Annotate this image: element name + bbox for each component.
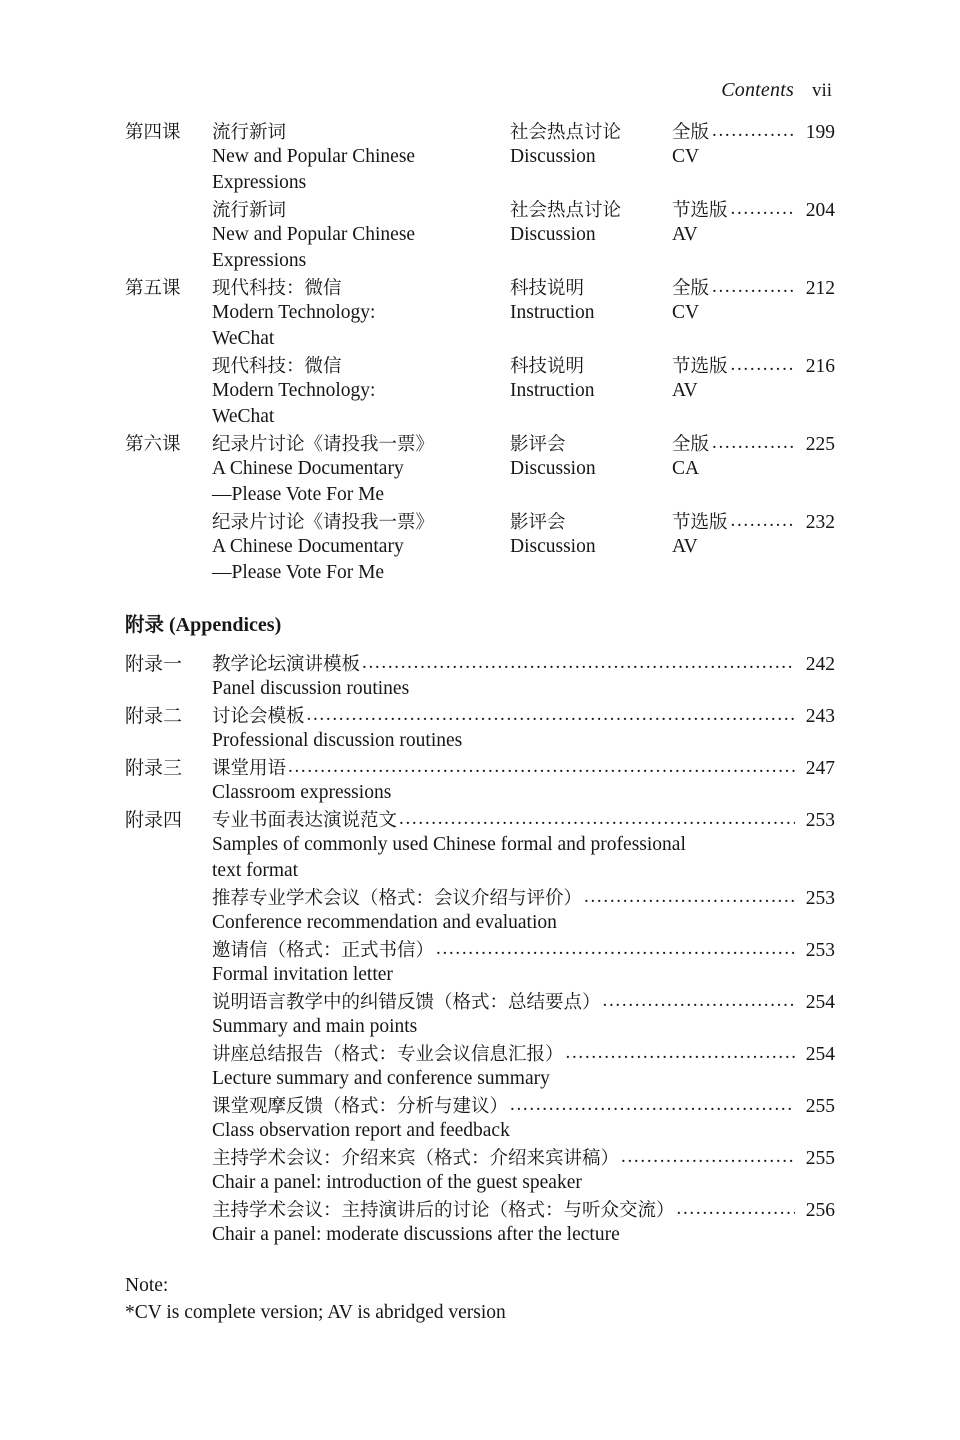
dot-leader <box>731 196 795 216</box>
appendix-page-number: 255 <box>805 1147 835 1169</box>
lesson-version-code: CV <box>672 146 700 167</box>
lesson-row <box>125 274 835 352</box>
lesson-row-secondary-line <box>125 534 835 560</box>
appendix-child-line <box>125 1092 835 1118</box>
lesson-title-en-cont: —Please Vote For Me <box>212 484 385 505</box>
lesson-type-en: Instruction <box>510 380 595 401</box>
appendix-page-number: 253 <box>805 887 835 909</box>
appendix-child-line <box>125 1144 835 1170</box>
lesson-version-code-cell <box>672 378 835 404</box>
lesson-version-zh: 全版 <box>672 277 710 299</box>
appendix-number-label: 附录四 <box>125 808 183 831</box>
appendix-title-zh: 主持学术会议：主持演讲后的讨论（格式：与听众交流） <box>212 1199 675 1221</box>
lesson-row <box>125 196 835 274</box>
lesson-version-code: AV <box>672 224 698 245</box>
lesson-row-primary-line <box>125 352 835 378</box>
appendix-child-line <box>125 1040 835 1066</box>
lesson-title-zh: 纪录片讨论《请投我一票》 <box>212 511 435 533</box>
lesson-title-zh: 纪录片讨论《请投我一票》 <box>212 433 435 455</box>
lesson-title-en: A Chinese Documentary <box>212 536 404 557</box>
appendices-heading <box>125 612 281 638</box>
lesson-row-primary-line <box>125 430 835 456</box>
lesson-page-number: 204 <box>805 199 835 221</box>
lesson-row-primary-line <box>125 508 835 534</box>
lesson-title-zh: 现代科技：微信 <box>212 277 342 299</box>
dot-leader <box>436 936 795 956</box>
appendix-primary-line <box>125 806 835 832</box>
appendix-child-subtitle-en: Formal invitation letter <box>212 964 393 985</box>
appendix-child-line <box>125 988 835 1014</box>
lesson-version-code-cell <box>672 456 835 482</box>
appendix-child-subtitle-en: Summary and main points <box>212 1016 418 1037</box>
appendix-subtitle-en-cont: text format <box>212 860 299 881</box>
appendix-primary-line <box>125 702 835 728</box>
lesson-page-number: 199 <box>805 121 835 143</box>
lesson-title-en-cont: —Please Vote For Me <box>212 562 385 583</box>
lesson-row-secondary-line <box>125 144 835 170</box>
lesson-row <box>125 508 835 586</box>
lesson-row-title-continuation <box>125 482 835 508</box>
note-text: *CV is complete version; AV is abridged version <box>125 1302 506 1323</box>
lesson-version-zh: 节选版 <box>672 355 728 377</box>
appendix-primary-line <box>125 754 835 780</box>
lesson-version-cell <box>672 508 835 536</box>
appendix-child-line <box>125 884 835 910</box>
lesson-version-zh: 节选版 <box>672 199 728 221</box>
appendix-title-zh: 课堂观摩反馈（格式：分析与建议） <box>212 1095 509 1117</box>
dot-leader <box>510 1092 795 1112</box>
lesson-version-zh: 全版 <box>672 433 710 455</box>
appendix-page-number: 247 <box>805 757 835 779</box>
appendix-page-number: 253 <box>805 809 835 831</box>
lesson-version-code-cell <box>672 300 835 326</box>
lesson-title-zh: 现代科技：微信 <box>212 355 342 377</box>
appendix-subtitle-en: Classroom expressions <box>212 782 392 803</box>
lesson-version-code: CV <box>672 302 700 323</box>
appendix-subtitle-en: Samples of commonly used Chinese formal and professional <box>212 834 686 855</box>
lesson-type-zh: 科技说明 <box>510 277 585 299</box>
appendix-number-label: 附录二 <box>125 704 183 727</box>
lesson-row-title-continuation <box>125 404 835 430</box>
dot-leader <box>399 806 795 826</box>
appendix-page-number: 253 <box>805 939 835 961</box>
lesson-type-zh: 社会热点讨论 <box>510 199 622 221</box>
lesson-row <box>125 430 835 508</box>
dot-leader <box>584 884 795 904</box>
lesson-row-secondary-line <box>125 456 835 482</box>
lesson-type-en: Instruction <box>510 302 595 323</box>
lesson-version-code-cell <box>672 222 835 248</box>
lesson-title-en-cont: Expressions <box>212 250 307 271</box>
lesson-title-en: New and Popular Chinese <box>212 146 416 167</box>
lesson-row <box>125 352 835 430</box>
appendix-row <box>125 754 835 806</box>
lesson-title-en-cont: WeChat <box>212 328 275 349</box>
appendix-page-number: 255 <box>805 1095 835 1117</box>
appendix-page-number: 254 <box>805 1043 835 1065</box>
dot-leader <box>731 352 795 372</box>
appendix-child-line <box>125 1196 835 1222</box>
lesson-row <box>125 118 835 196</box>
lesson-number-label: 第四课 <box>125 121 181 143</box>
appendix-subtitle-en: Professional discussion routines <box>212 730 463 751</box>
appendix-row <box>125 650 835 702</box>
appendix-child-subtitle-en: Chair a panel: introduction of the guest speaker <box>212 1172 582 1193</box>
lesson-title-zh: 流行新词 <box>212 199 287 221</box>
appendix-child-subtitle-en: Class observation report and feedback <box>212 1120 510 1141</box>
lesson-version-cell <box>672 352 835 380</box>
appendix-row <box>125 702 835 754</box>
lesson-row-secondary-line <box>125 300 835 326</box>
page-folio: vii <box>811 80 832 101</box>
dot-leader <box>621 1144 795 1164</box>
appendices-heading-zh: 附录 <box>125 613 165 636</box>
appendix-number-label: 附录三 <box>125 756 183 779</box>
appendix-title-zh: 讨论会模板 <box>212 705 305 727</box>
lesson-row-primary-line <box>125 118 835 144</box>
appendix-page-number: 242 <box>805 653 835 675</box>
lesson-type-en: Discussion <box>510 146 596 167</box>
appendix-row <box>125 806 835 1248</box>
lesson-version-cell <box>672 196 835 224</box>
lesson-page-number: 225 <box>805 433 835 455</box>
lesson-version-code: AV <box>672 536 698 557</box>
lesson-row-secondary-line <box>125 222 835 248</box>
appendix-child-subtitle-en: Chair a panel: moderate discussions after the lecture <box>212 1224 620 1245</box>
lesson-type-zh: 影评会 <box>510 511 566 533</box>
dot-leader <box>288 754 795 774</box>
lesson-row-title-continuation <box>125 326 835 352</box>
dot-leader <box>362 650 795 670</box>
lesson-version-zh: 全版 <box>672 121 710 143</box>
appendices-heading-en: (Appendices) <box>169 614 282 636</box>
lesson-page-number: 212 <box>805 277 835 299</box>
lesson-version-cell <box>672 118 835 146</box>
dot-leader <box>566 1040 795 1060</box>
appendix-title-zh: 教学论坛演讲模板 <box>212 653 361 675</box>
appendix-page-number: 256 <box>805 1199 835 1221</box>
lesson-version-zh: 节选版 <box>672 511 728 533</box>
appendix-title-zh: 推荐专业学术会议（格式：会议介绍与评价） <box>212 887 583 909</box>
appendix-page-number: 243 <box>805 705 835 727</box>
lesson-page-number: 216 <box>805 355 835 377</box>
lesson-type-zh: 科技说明 <box>510 355 585 377</box>
lesson-row-title-continuation <box>125 560 835 586</box>
lesson-version-code: AV <box>672 380 698 401</box>
running-head <box>721 78 832 103</box>
lesson-title-en: Modern Technology: <box>212 302 376 323</box>
lesson-title-en: New and Popular Chinese <box>212 224 416 245</box>
lesson-title-en-cont: Expressions <box>212 172 307 193</box>
lesson-version-cell <box>672 430 835 458</box>
appendix-entries <box>125 650 835 1248</box>
lesson-title-en-cont: WeChat <box>212 406 275 427</box>
dot-leader <box>712 274 795 294</box>
lesson-type-zh: 影评会 <box>510 433 566 455</box>
lesson-version-code: CA <box>672 458 700 479</box>
lesson-row-secondary-line <box>125 378 835 404</box>
lesson-row-title-continuation <box>125 248 835 274</box>
lesson-page-number: 232 <box>805 511 835 533</box>
lesson-type-en: Discussion <box>510 458 596 479</box>
appendix-title-zh: 课堂用语 <box>212 757 287 779</box>
lesson-title-en: Modern Technology: <box>212 380 376 401</box>
appendix-title-zh: 说明语言教学中的纠错反馈（格式：总结要点） <box>212 991 601 1013</box>
appendix-page-number: 254 <box>805 991 835 1013</box>
dot-leader <box>712 118 795 138</box>
lesson-version-code-cell <box>672 144 835 170</box>
appendix-title-zh: 讲座总结报告（格式：专业会议信息汇报） <box>212 1043 564 1065</box>
lesson-type-zh: 社会热点讨论 <box>510 121 622 143</box>
dot-leader <box>307 702 795 722</box>
note-label: Note: <box>125 1275 169 1296</box>
dot-leader <box>712 430 795 450</box>
dot-leader <box>677 1196 795 1216</box>
lesson-entries <box>125 118 835 586</box>
lesson-row-primary-line <box>125 196 835 222</box>
dot-leader <box>603 988 795 1008</box>
appendix-subtitle-en: Panel discussion routines <box>212 678 410 699</box>
lesson-version-cell <box>672 274 835 302</box>
lesson-version-code-cell <box>672 534 835 560</box>
appendix-child-subtitle-en: Conference recommendation and evaluation <box>212 912 557 933</box>
lesson-title-zh: 流行新词 <box>212 121 287 143</box>
appendix-title-zh: 邀请信（格式：正式书信） <box>212 939 435 961</box>
lesson-type-en: Discussion <box>510 536 596 557</box>
lesson-number-label: 第五课 <box>125 277 181 299</box>
lesson-row-primary-line <box>125 274 835 300</box>
lesson-type-en: Discussion <box>510 224 596 245</box>
appendix-title-zh: 主持学术会议：介绍来宾（格式：介绍来宾讲稿） <box>212 1147 620 1169</box>
lesson-title-en: A Chinese Documentary <box>212 458 404 479</box>
note-block <box>125 1272 506 1326</box>
appendix-title-zh: 专业书面表达演说范文 <box>212 809 398 831</box>
appendix-child-line <box>125 936 835 962</box>
appendix-primary-line <box>125 650 835 676</box>
lesson-number-label: 第六课 <box>125 433 181 455</box>
running-head-title: Contents <box>721 79 794 101</box>
dot-leader <box>731 508 795 528</box>
appendix-number-label: 附录一 <box>125 652 183 675</box>
lesson-row-title-continuation <box>125 170 835 196</box>
appendix-child-subtitle-en: Lecture summary and conference summary <box>212 1068 550 1089</box>
